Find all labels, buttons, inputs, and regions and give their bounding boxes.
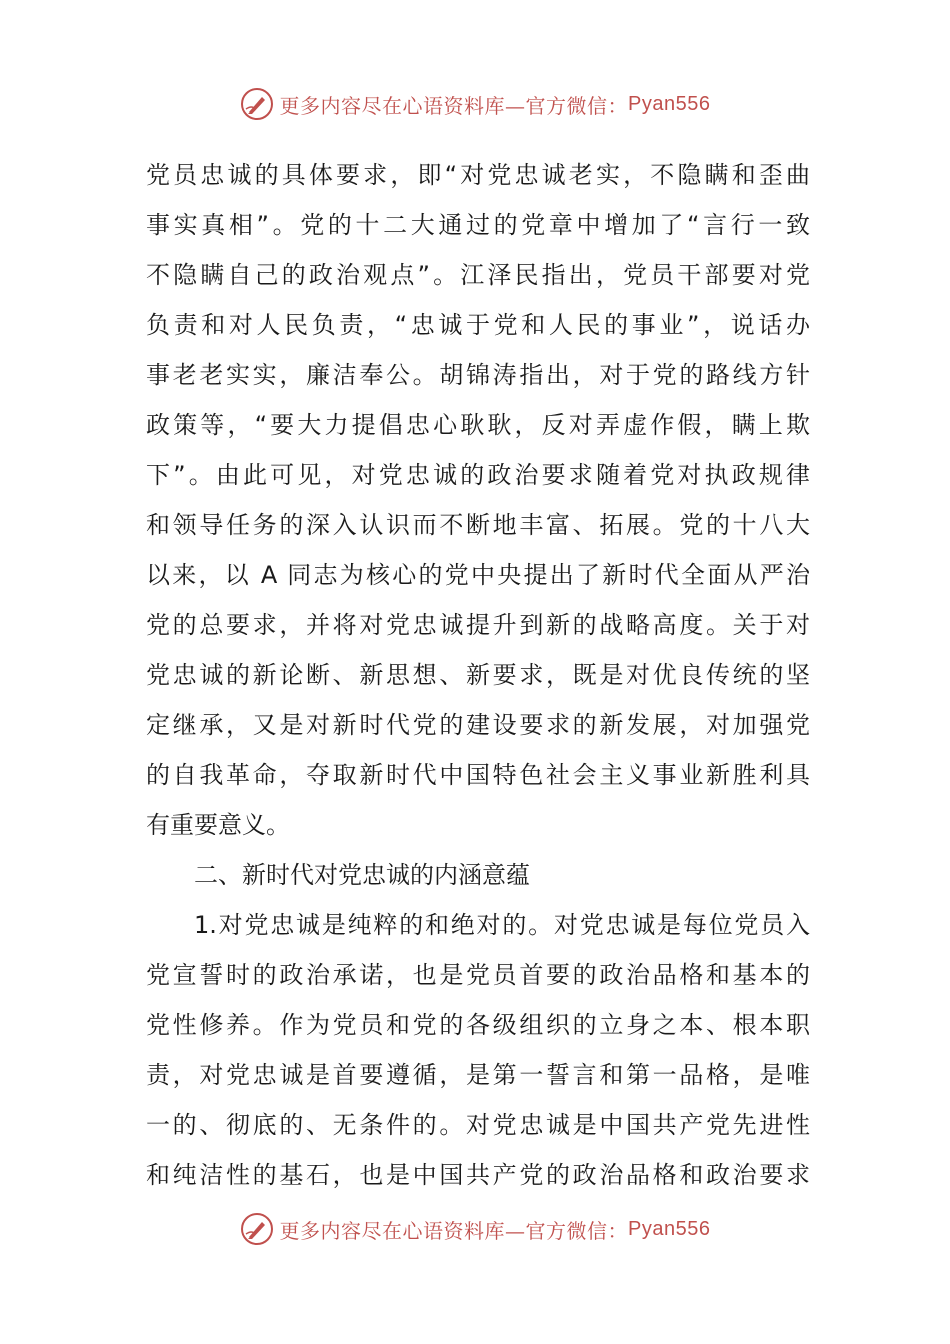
text-line: 的自我革命，夺取新时代中国特色社会主义事业新胜利具 <box>146 761 810 789</box>
header-watermark <box>0 84 950 124</box>
text-line: 和领导任务的深入认识而不断地丰富、拓展。党的十八大 <box>146 511 810 539</box>
text-line: 不隐瞒自己的政治观点”。江泽民指出，党员干部要对党 <box>146 261 810 289</box>
text-line: 和纯洁性的基石，也是中国共产党的政治品格和政治要求 <box>146 1161 810 1189</box>
watermark-text: 更多内容尽在心语资料库—官方微信： <box>279 1218 629 1243</box>
document-body <box>146 150 810 1200</box>
text-line: 党员忠诚的具体要求，即“对党忠诚老实，不隐瞒和歪曲 <box>146 161 810 189</box>
text-line: 定继承，又是对新时代党的建设要求的新发展，对加强党 <box>146 711 810 739</box>
text-line: 以来，以 A 同志为核心的党中央提出了新时代全面从严治 <box>146 561 810 589</box>
wechat-id: Pyan556 <box>628 1217 711 1240</box>
text-line: 事老老实实，廉洁奉公。胡锦涛指出，对于党的路线方针 <box>146 361 810 389</box>
text-line: 有重要意义。 <box>146 811 290 839</box>
text-line: 党的总要求，并将对党忠诚提升到新的战略高度。关于对 <box>146 611 810 639</box>
footer-watermark <box>0 1209 950 1249</box>
watermark-text: 更多内容尽在心语资料库—官方微信： <box>279 93 629 118</box>
pen-logo-icon <box>240 1212 274 1246</box>
section-heading: 二、新时代对党忠诚的内涵意蕴 <box>194 861 530 889</box>
text-line: 责，对党忠诚是首要遵循，是第一誓言和第一品格，是唯 <box>146 1061 810 1089</box>
wechat-id: Pyan556 <box>628 92 711 115</box>
text-line: 政策等，“要大力提倡忠心耿耿，反对弄虚作假，瞒上欺 <box>146 411 810 439</box>
text-line: 一的、彻底的、无条件的。对党忠诚是中国共产党先进性 <box>146 1111 810 1139</box>
text-line: 事实真相”。党的十二大通过的党章中增加了“言行一致 <box>146 211 810 239</box>
text-line: 负责和对人民负责，“忠诚于党和人民的事业”，说话办 <box>146 311 810 339</box>
pen-logo-icon <box>240 87 274 121</box>
text-line: 党性修养。作为党员和党的各级组织的立身之本、根本职 <box>146 1011 810 1039</box>
text-line: 下”。由此可见，对党忠诚的政治要求随着党对执政规律 <box>146 461 810 489</box>
text-line: 党宣誓时的政治承诺，也是党员首要的政治品格和基本的 <box>146 961 810 989</box>
text-line: 党忠诚的新论断、新思想、新要求，既是对优良传统的坚 <box>146 661 810 689</box>
text-line: 1.对党忠诚是纯粹的和绝对的。对党忠诚是每位党员入 <box>194 911 810 939</box>
